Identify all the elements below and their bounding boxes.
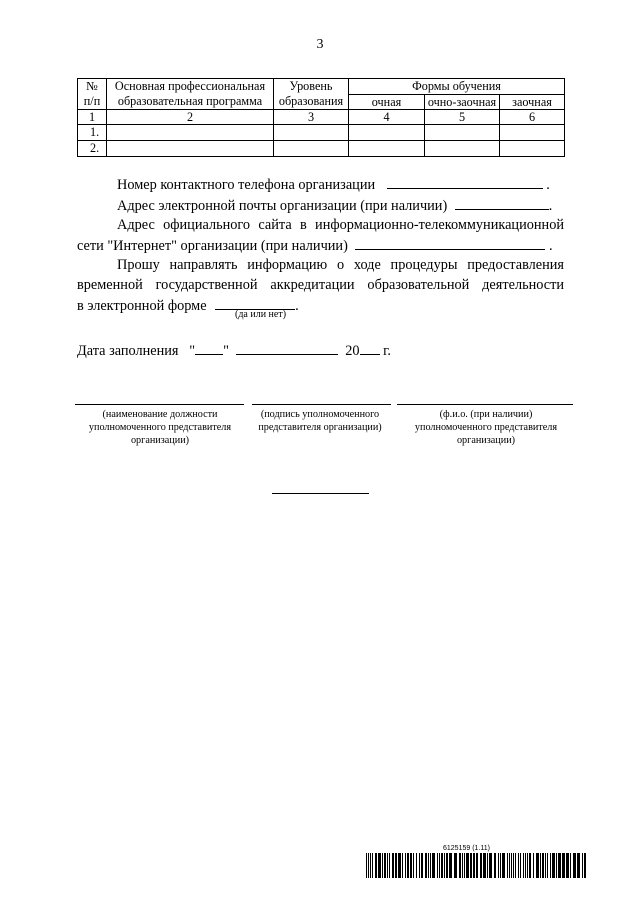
signature-line[interactable] [252, 404, 391, 405]
yes-no-hint: (да или нет) [235, 309, 287, 320]
signature-caption: (подпись уполномоченного представителя организации) [258, 409, 382, 433]
table-cell [107, 125, 274, 141]
name-caption: (ф.и.о. (при наличии) уполномоченного представителя организации) [414, 409, 558, 446]
table-cell [425, 125, 500, 141]
page-number: 3 [316, 37, 324, 52]
barcode-caption: 6125159 (1.11) [443, 845, 490, 852]
table-row [78, 141, 565, 157]
table-cell: 3 [274, 110, 349, 125]
header-level: Уровень образования [274, 79, 349, 110]
header-program: Основная профессиональная образовательная программа [107, 79, 274, 110]
position-signature-line[interactable] [75, 404, 244, 405]
request-line-2: временной государственной аккредитации образовательной деятельности [77, 277, 564, 293]
header-number: № п/п [78, 79, 107, 110]
name-signature-line[interactable] [397, 404, 573, 405]
table-cell: 1 [78, 110, 107, 125]
position-caption: (наименование должности уполномоченного представителя организации) [88, 409, 232, 446]
date-year-field[interactable] [360, 340, 380, 355]
barcode-icon [366, 853, 588, 878]
header-fulltime: очная [349, 94, 425, 110]
website-line-1: Адрес официального сайта в информационно-телекоммуникационной [117, 217, 564, 233]
table-cell [500, 125, 565, 141]
table-cell: 4 [349, 110, 425, 125]
table-cell [107, 141, 274, 157]
table-cell: 2. [78, 141, 107, 157]
table-cell [349, 125, 425, 141]
table-row [78, 125, 565, 141]
programs-table [77, 78, 565, 157]
table-cell: 2 [107, 110, 274, 125]
email-line: Адрес электронной почты организации (при наличии) . [77, 195, 564, 216]
table-cell [274, 125, 349, 141]
email-field[interactable] [455, 195, 549, 210]
table-cell: 6 [500, 110, 565, 125]
header-mixed: очно-заочная [425, 94, 500, 110]
table-cell: 1. [78, 125, 107, 141]
table-header-row [78, 79, 565, 95]
request-line-3: в электронной форме . [77, 295, 564, 316]
table-numbering-row [78, 110, 565, 125]
date-day-field[interactable] [195, 340, 223, 355]
yes-no-field[interactable] [215, 295, 295, 310]
table-cell [500, 141, 565, 157]
separator-line [272, 493, 369, 494]
header-parttime: заочная [500, 94, 565, 110]
table-cell [425, 141, 500, 157]
table-cell [274, 141, 349, 157]
table-cell [349, 141, 425, 157]
request-line-1: Прошу направлять информацию о ходе процедуры предоставления [117, 257, 564, 273]
phone-field[interactable] [387, 174, 543, 189]
header-forms: Формы обучения [349, 79, 565, 95]
phone-line: Номер контактного телефона организации . [77, 174, 564, 195]
date-line: Дата заполнения " " 20 г. [77, 340, 564, 361]
table-cell: 5 [425, 110, 500, 125]
website-line-2: сети "Интернет" организации (при наличии) . [77, 235, 564, 256]
date-month-field[interactable] [236, 340, 338, 355]
website-field[interactable] [355, 235, 545, 250]
